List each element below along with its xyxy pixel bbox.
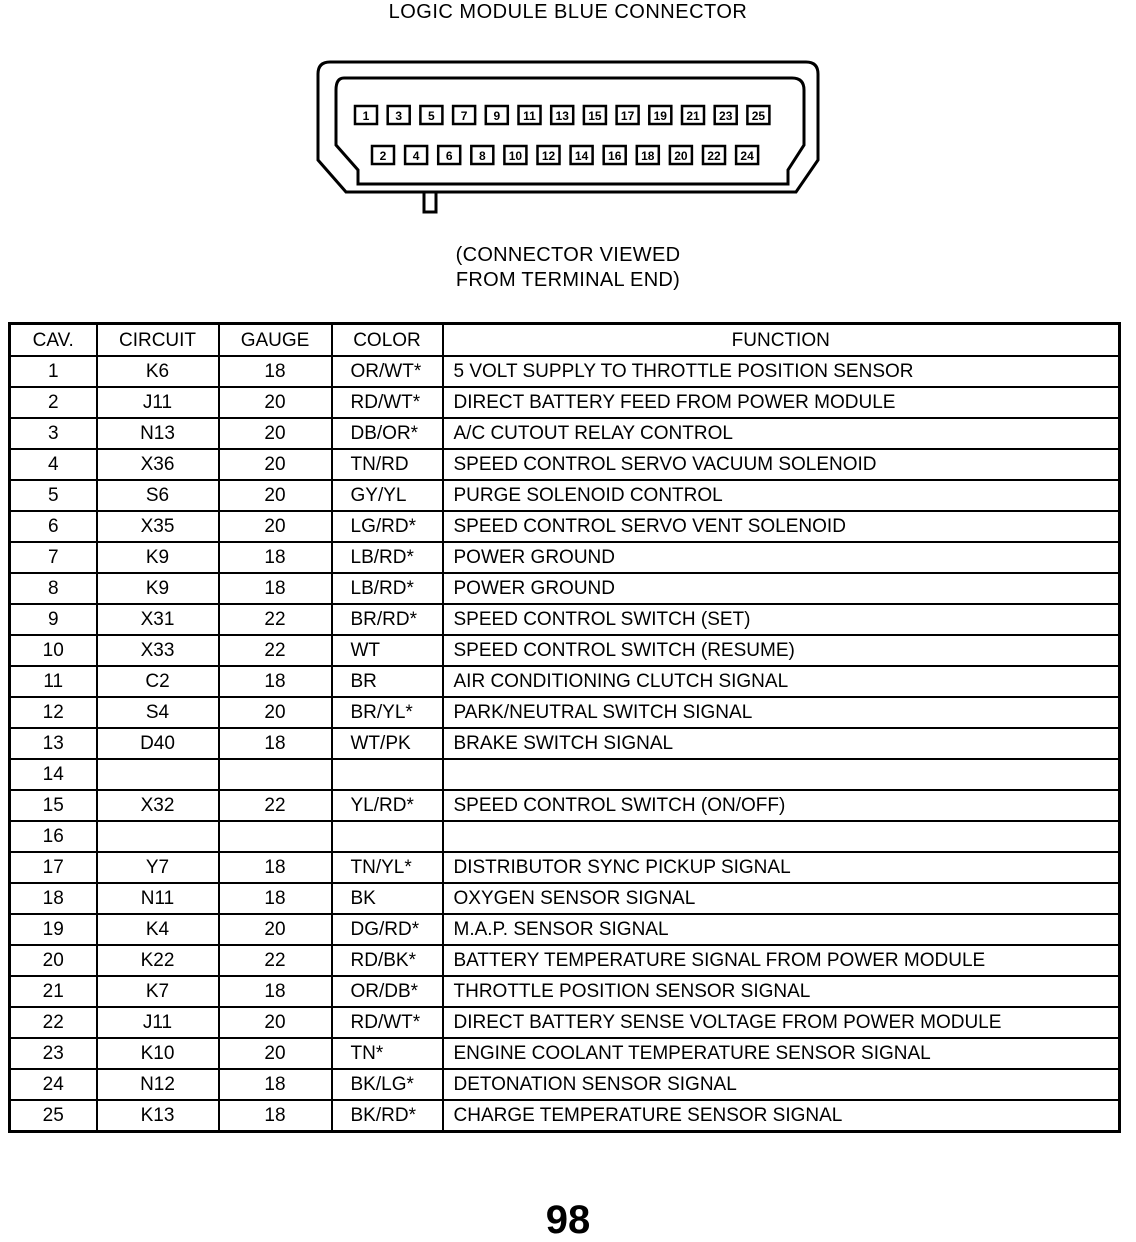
gauge-cell: 20 — [219, 480, 332, 511]
circuit-cell: D40 — [97, 728, 219, 759]
pin-number: 17 — [620, 109, 635, 123]
gauge-cell: 20 — [219, 697, 332, 728]
gauge-cell: 18 — [219, 976, 332, 1007]
circuit-cell: N11 — [97, 883, 219, 914]
gauge-cell: 20 — [219, 449, 332, 480]
connector-pin — [736, 146, 758, 164]
cav-cell: 22 — [10, 1007, 97, 1038]
cav-cell: 5 — [10, 480, 97, 511]
function-cell: 5 VOLT SUPPLY TO THROTTLE POSITION SENSOR — [443, 356, 1120, 387]
pin-number: 5 — [428, 109, 435, 123]
color-cell — [332, 759, 443, 790]
circuit-cell: K10 — [97, 1038, 219, 1069]
table-row — [10, 945, 1120, 976]
table-row — [10, 790, 1120, 821]
gauge-cell — [219, 821, 332, 852]
color-cell: BK/RD* — [332, 1100, 443, 1132]
connector-pin — [420, 106, 442, 124]
circuit-cell: N12 — [97, 1069, 219, 1100]
cav-cell: 18 — [10, 883, 97, 914]
cav-cell: 10 — [10, 635, 97, 666]
pin-number: 15 — [588, 109, 602, 123]
table-row — [10, 1007, 1120, 1038]
pin-number: 1 — [362, 109, 370, 123]
cav-cell: 4 — [10, 449, 97, 480]
function-cell: DISTRIBUTOR SYNC PICKUP SIGNAL — [443, 852, 1120, 883]
color-cell: YL/RD* — [332, 790, 443, 821]
pin-number: 2 — [379, 149, 387, 163]
circuit-cell — [97, 821, 219, 852]
color-cell: TN/YL* — [332, 852, 443, 883]
connector-pin — [649, 106, 671, 124]
header-function: FUNCTION — [443, 324, 1120, 357]
circuit-cell: X33 — [97, 635, 219, 666]
table-row — [10, 697, 1120, 728]
function-cell: CHARGE TEMPERATURE SENSOR SIGNAL — [443, 1100, 1120, 1132]
cav-cell: 20 — [10, 945, 97, 976]
connector-pin — [372, 146, 394, 164]
gauge-cell: 18 — [219, 728, 332, 759]
connector-pin — [551, 106, 573, 124]
color-cell: LG/RD* — [332, 511, 443, 542]
color-cell: RD/WT* — [332, 387, 443, 418]
table-body — [10, 356, 1120, 1132]
color-cell — [332, 821, 443, 852]
color-cell: RD/WT* — [332, 1007, 443, 1038]
circuit-cell: K7 — [97, 976, 219, 1007]
table-row — [10, 604, 1120, 635]
circuit-cell: K13 — [97, 1100, 219, 1132]
header-cav: CAV. — [10, 324, 97, 357]
connector-pin — [584, 106, 606, 124]
table-row — [10, 542, 1120, 573]
pin-number: 12 — [541, 149, 556, 163]
circuit-cell: J11 — [97, 387, 219, 418]
connector-pin — [405, 146, 427, 164]
table-row — [10, 356, 1120, 387]
circuit-cell: X31 — [97, 604, 219, 635]
color-cell: OR/DB* — [332, 976, 443, 1007]
top-pin-row — [355, 106, 769, 124]
connector-pin — [538, 146, 560, 164]
circuit-cell: S6 — [97, 480, 219, 511]
function-cell: OXYGEN SENSOR SIGNAL — [443, 883, 1120, 914]
table-row — [10, 1038, 1120, 1069]
color-cell: WT/PK — [332, 728, 443, 759]
function-cell: AIR CONDITIONING CLUTCH SIGNAL — [443, 666, 1120, 697]
gauge-cell: 18 — [219, 883, 332, 914]
function-cell: DETONATION SENSOR SIGNAL — [443, 1069, 1120, 1100]
connector-pin — [604, 146, 626, 164]
function-cell: BATTERY TEMPERATURE SIGNAL FROM POWER MODULE — [443, 945, 1120, 976]
table-row — [10, 449, 1120, 480]
pin-number: 14 — [574, 149, 589, 163]
table-header-row — [10, 324, 1120, 357]
pin-number: 10 — [508, 149, 523, 163]
cav-cell: 23 — [10, 1038, 97, 1069]
color-cell: BR/YL* — [332, 697, 443, 728]
connector-pin — [355, 106, 377, 124]
function-cell: ENGINE COOLANT TEMPERATURE SENSOR SIGNAL — [443, 1038, 1120, 1069]
gauge-cell: 18 — [219, 666, 332, 697]
cav-cell: 1 — [10, 356, 97, 387]
cav-cell: 12 — [10, 697, 97, 728]
pin-number: 7 — [460, 109, 468, 123]
color-cell: LB/RD* — [332, 542, 443, 573]
pin-number: 20 — [674, 149, 688, 163]
gauge-cell: 20 — [219, 914, 332, 945]
circuit-cell — [97, 759, 219, 790]
circuit-cell: X36 — [97, 449, 219, 480]
function-cell: SPEED CONTROL SWITCH (ON/OFF) — [443, 790, 1120, 821]
header-gauge: GAUGE — [219, 324, 332, 357]
connector-pin — [453, 106, 475, 124]
color-cell: GY/YL — [332, 480, 443, 511]
cav-cell: 19 — [10, 914, 97, 945]
table-row — [10, 759, 1120, 790]
gauge-cell: 22 — [219, 604, 332, 635]
connector-diagram — [0, 0, 1136, 240]
function-cell: SPEED CONTROL SWITCH (SET) — [443, 604, 1120, 635]
cav-cell: 25 — [10, 1100, 97, 1132]
table-row — [10, 1069, 1120, 1100]
color-cell: DB/OR* — [332, 418, 443, 449]
cav-cell: 13 — [10, 728, 97, 759]
connector-inner-shell — [336, 78, 804, 184]
function-cell — [443, 821, 1120, 852]
cav-cell: 9 — [10, 604, 97, 635]
connector-pin — [747, 106, 769, 124]
function-cell: PURGE SOLENOID CONTROL — [443, 480, 1120, 511]
gauge-cell: 20 — [219, 418, 332, 449]
gauge-cell: 20 — [219, 387, 332, 418]
pin-number: 3 — [395, 109, 403, 123]
color-cell: WT — [332, 635, 443, 666]
table-row — [10, 480, 1120, 511]
cav-cell: 2 — [10, 387, 97, 418]
table-row — [10, 883, 1120, 914]
color-cell: DG/RD* — [332, 914, 443, 945]
gauge-cell: 20 — [219, 511, 332, 542]
function-cell: THROTTLE POSITION SENSOR SIGNAL — [443, 976, 1120, 1007]
cav-cell: 17 — [10, 852, 97, 883]
connector-pin — [438, 146, 460, 164]
table-row — [10, 1100, 1120, 1132]
gauge-cell: 18 — [219, 852, 332, 883]
table-row — [10, 666, 1120, 697]
color-cell: TN/RD — [332, 449, 443, 480]
pin-number: 11 — [523, 109, 536, 123]
pin-number: 18 — [641, 149, 655, 163]
page-number: 98 — [545, 1198, 591, 1242]
circuit-cell: K6 — [97, 356, 219, 387]
pin-number: 21 — [686, 109, 700, 123]
gauge-cell: 22 — [219, 635, 332, 666]
caption-line-2: FROM TERMINAL END) — [455, 269, 681, 291]
color-cell: BK — [332, 883, 443, 914]
gauge-cell: 18 — [219, 573, 332, 604]
header-circuit: CIRCUIT — [97, 324, 219, 357]
gauge-cell: 22 — [219, 945, 332, 976]
pin-number: 13 — [555, 109, 569, 123]
function-cell: DIRECT BATTERY SENSE VOLTAGE FROM POWER MODULE — [443, 1007, 1120, 1038]
circuit-cell: X32 — [97, 790, 219, 821]
connector-outer-shell — [318, 62, 818, 192]
circuit-cell: N13 — [97, 418, 219, 449]
gauge-cell: 20 — [219, 1038, 332, 1069]
connector-pin — [471, 146, 493, 164]
connector-pin — [571, 146, 593, 164]
function-cell: POWER GROUND — [443, 573, 1120, 604]
function-cell: BRAKE SWITCH SIGNAL — [443, 728, 1120, 759]
function-cell: SPEED CONTROL SWITCH (RESUME) — [443, 635, 1120, 666]
table-row — [10, 511, 1120, 542]
function-cell — [443, 759, 1120, 790]
cav-cell: 6 — [10, 511, 97, 542]
table-row — [10, 418, 1120, 449]
connector-pin — [486, 106, 508, 124]
caption-line-1: (CONNECTOR VIEWED — [455, 244, 681, 266]
pin-number: 9 — [493, 109, 501, 123]
gauge-cell: 18 — [219, 1069, 332, 1100]
connector-pin — [682, 106, 704, 124]
gauge-cell: 20 — [219, 1007, 332, 1038]
cav-cell: 15 — [10, 790, 97, 821]
circuit-cell: K4 — [97, 914, 219, 945]
diagram-title: LOGIC MODULE BLUE CONNECTOR — [388, 1, 748, 23]
color-cell: BK/LG* — [332, 1069, 443, 1100]
table-row — [10, 914, 1120, 945]
pin-number: 4 — [412, 149, 420, 163]
pin-number: 16 — [608, 149, 622, 163]
cav-cell: 16 — [10, 821, 97, 852]
function-cell: A/C CUTOUT RELAY CONTROL — [443, 418, 1120, 449]
table-row — [10, 852, 1120, 883]
view-caption — [0, 243, 1136, 293]
cav-cell: 14 — [10, 759, 97, 790]
pin-number: 23 — [719, 109, 733, 123]
cav-cell: 24 — [10, 1069, 97, 1100]
function-cell: DIRECT BATTERY FEED FROM POWER MODULE — [443, 387, 1120, 418]
circuit-cell: C2 — [97, 666, 219, 697]
table-row — [10, 573, 1120, 604]
connector-pin — [388, 106, 410, 124]
circuit-cell: X35 — [97, 511, 219, 542]
connector-pin — [504, 146, 526, 164]
cav-cell: 21 — [10, 976, 97, 1007]
color-cell: RD/BK* — [332, 945, 443, 976]
table-row — [10, 635, 1120, 666]
gauge-cell: 22 — [219, 790, 332, 821]
pinout-table — [8, 322, 1121, 1133]
table-row — [10, 976, 1120, 1007]
circuit-cell: K9 — [97, 573, 219, 604]
color-cell: OR/WT* — [332, 356, 443, 387]
gauge-cell: 18 — [219, 356, 332, 387]
function-cell: SPEED CONTROL SERVO VACUUM SOLENOID — [443, 449, 1120, 480]
header-color: COLOR — [332, 324, 443, 357]
cav-cell: 7 — [10, 542, 97, 573]
circuit-cell: S4 — [97, 697, 219, 728]
cav-cell: 11 — [10, 666, 97, 697]
circuit-cell: K22 — [97, 945, 219, 976]
function-cell: POWER GROUND — [443, 542, 1120, 573]
cav-cell: 3 — [10, 418, 97, 449]
pin-number: 6 — [445, 149, 453, 163]
connector-pin — [703, 146, 725, 164]
pin-number: 19 — [653, 109, 667, 123]
table-row — [10, 387, 1120, 418]
gauge-cell: 18 — [219, 1100, 332, 1132]
function-cell: SPEED CONTROL SERVO VENT SOLENOID — [443, 511, 1120, 542]
table-row — [10, 821, 1120, 852]
circuit-cell: Y7 — [97, 852, 219, 883]
table-row — [10, 728, 1120, 759]
gauge-cell: 18 — [219, 542, 332, 573]
color-cell: TN* — [332, 1038, 443, 1069]
cav-cell: 8 — [10, 573, 97, 604]
circuit-cell: K9 — [97, 542, 219, 573]
connector-locking-tab — [424, 192, 436, 212]
function-cell: M.A.P. SENSOR SIGNAL — [443, 914, 1120, 945]
bottom-pin-row — [372, 146, 758, 164]
color-cell: LB/RD* — [332, 573, 443, 604]
connector-pin — [715, 106, 737, 124]
pin-number: 22 — [707, 149, 721, 163]
color-cell: BR/RD* — [332, 604, 443, 635]
pin-number: 8 — [478, 149, 486, 163]
color-cell: BR — [332, 666, 443, 697]
pin-number: 25 — [751, 109, 766, 123]
connector-pin — [519, 106, 541, 124]
function-cell: PARK/NEUTRAL SWITCH SIGNAL — [443, 697, 1120, 728]
connector-pin — [670, 146, 692, 164]
connector-pin — [617, 106, 639, 124]
pin-number: 24 — [740, 149, 754, 163]
circuit-cell: J11 — [97, 1007, 219, 1038]
gauge-cell — [219, 759, 332, 790]
connector-pin — [637, 146, 659, 164]
